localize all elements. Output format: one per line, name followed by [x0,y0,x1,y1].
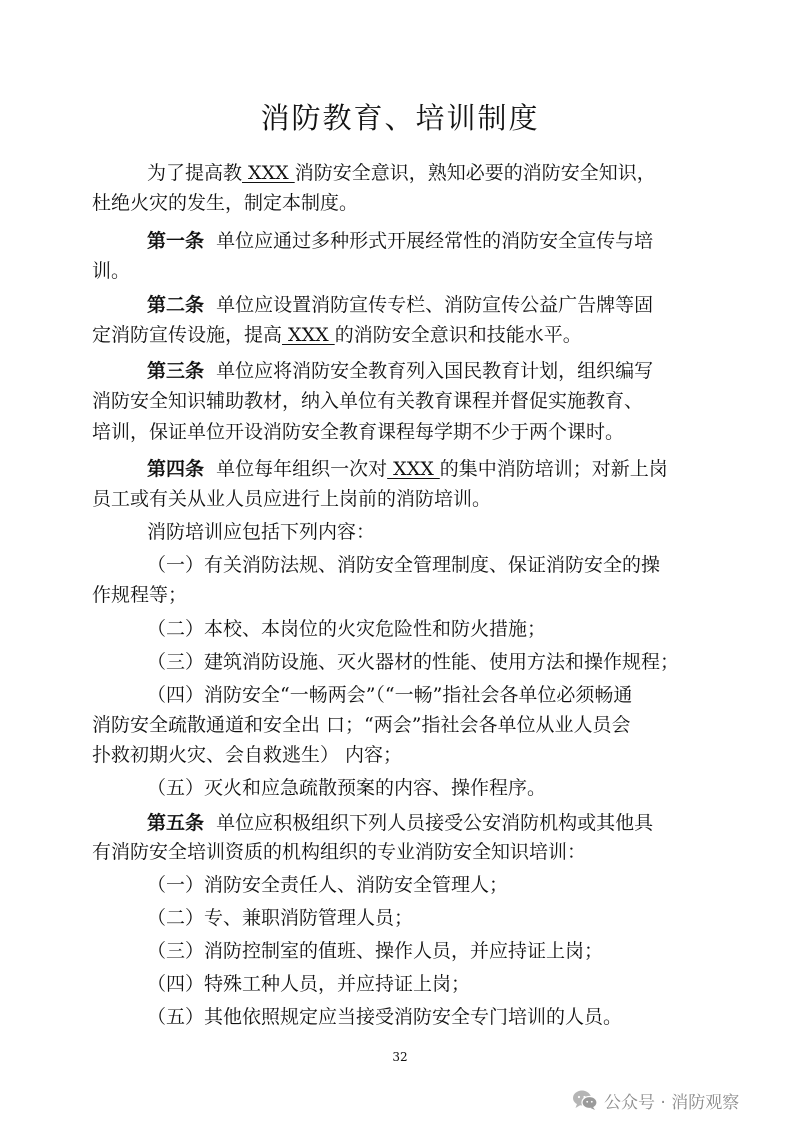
content-item-4-line-1: （四）消防安全“一畅两会”（“一畅”指社会各单位必须畅通 [147,684,633,706]
intro-line-1: 为了提高教 XXX 消防安全意识，熟知必要的消防安全知识， [147,162,656,184]
content-item-5: （五）灭火和应急疏散预案的内容、操作程序。 [147,777,547,799]
article-4-line-2: 员工或有关从业人员应进行上岗前的消防培训。 [92,488,492,510]
article-3-line-1: 第三条 单位应将消防安全教育列入国民教育计划，组织编写 [147,360,654,382]
content-item-4-line-3: 扑救初期火灾、会自救逃生） 内容； [92,744,403,766]
personnel-item-5: （五）其他依照规定应当接受消防安全专门培训的人员。 [147,1006,623,1028]
content-item-2: （二）本校、本岗位的火灾危险性和防火措施； [147,618,547,640]
watermark [572,1087,739,1113]
document-title: 消防教育、培训制度 [260,101,540,135]
article-3-line-2: 消防安全知识辅助教材，纳入单位有关教育课程并督促实施教育、 [92,390,644,412]
article-2-heading: 第二条 [147,294,205,316]
article-1-line-1: 第一条 单位应通过多种形式开展经常性的消防安全宣传与培 [147,230,654,252]
placeholder-xxx: XXX [242,162,295,184]
personnel-item-3: （三）消防控制室的值班、操作人员，并应持证上岗； [147,940,604,962]
article-3-heading: 第三条 [147,360,205,382]
content-item-1-line-2: 作规程等； [92,584,188,606]
content-item-3: （三）建筑消防设施、灭火器材的性能、使用方法和操作规程； [147,651,680,673]
article-3-line-3: 培训，保证单位开设消防安全教育课程每学期不少于两个课时。 [92,421,625,443]
article-4-heading: 第四条 [147,458,205,480]
article-2-line-1: 第二条 单位应设置消防宣传专栏、消防宣传公益广告牌等固 [147,294,654,316]
personnel-item-2: （二）专、兼职消防管理人员； [147,907,414,929]
personnel-item-4: （四）特殊工种人员，并应持证上岗； [147,973,471,995]
article-5-heading: 第五条 [147,812,205,834]
article-2-line-2: 定消防宣传设施，提高 XXX 的消防安全意识和技能水平。 [92,324,582,346]
content-item-1-line-1: （一）有关消防法规、消防安全管理制度、保证消防安全的操 [147,554,661,576]
article-4-line-1: 第四条 单位每年组织一次对 XXX 的集中消防培训；对新上岗 [147,458,668,480]
article-1-heading: 第一条 [147,230,205,252]
article-1-line-2: 训。 [92,260,131,282]
content-item-4-line-2: 消防安全疏散通道和安全出 口；“两会”指社会各单位从业人员会 [92,714,631,736]
article-5-line-1: 第五条 单位应积极组织下列人员接受公安消防机构或其他具 [147,812,654,834]
wechat-icon [572,1089,598,1111]
personnel-item-1: （一）消防安全责任人、消防安全管理人； [147,874,509,896]
intro-line-2: 杜绝火灾的发生，制定本制度。 [92,192,359,214]
article-5-line-2: 有消防安全培训资质的机构组织的专业消防安全知识培训： [92,841,587,863]
placeholder-xxx: XXX [282,324,335,346]
content-intro: 消防培训应包括下列内容： [147,521,376,543]
watermark-text: 公众号 · 消防观察 [604,1092,740,1113]
placeholder-xxx: XXX [387,458,440,480]
page-number: 32 [392,1050,408,1064]
